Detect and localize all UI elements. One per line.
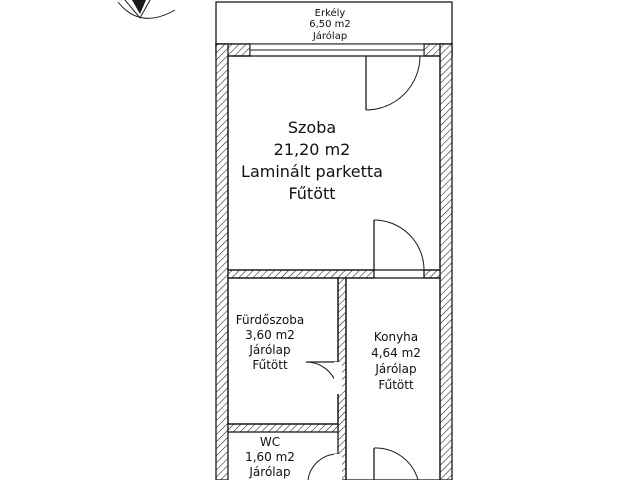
erkely-name: Erkély xyxy=(314,8,346,19)
wc-area: 1,60 m2 xyxy=(245,450,295,464)
wall-szoba-bottom-right xyxy=(424,270,440,278)
wall-wc-top xyxy=(228,424,338,432)
label-furdo xyxy=(236,313,304,372)
furdo-floor: Járólap xyxy=(249,343,291,357)
konyha-floor: Járólap xyxy=(375,362,417,376)
door-konyha xyxy=(374,448,418,480)
furdo-area: 3,60 m2 xyxy=(245,328,295,342)
szoba-name: Szoba xyxy=(287,118,337,137)
erkely-area: 6,50 m2 xyxy=(309,19,351,30)
door-szoba xyxy=(374,220,424,270)
wall-left xyxy=(216,44,228,480)
konyha-heating: Fűtött xyxy=(378,378,414,392)
label-wc xyxy=(245,435,295,479)
door-balcony xyxy=(366,56,420,110)
szoba-heating: Fűtött xyxy=(288,184,336,203)
wc-floor: Járólap xyxy=(249,465,291,479)
wall-right xyxy=(440,44,452,480)
door-wc xyxy=(308,454,338,480)
label-konyha xyxy=(371,330,421,392)
wall-szoba-bottom-left xyxy=(228,270,374,278)
wc-name: WC xyxy=(259,435,281,449)
label-szoba xyxy=(241,118,383,203)
erkely-floor: Járólap xyxy=(312,31,348,42)
compass-icon xyxy=(118,0,175,18)
konyha-area: 4,64 m2 xyxy=(371,346,421,360)
label-erkely xyxy=(309,7,351,42)
szoba-floor: Laminált parketta xyxy=(241,162,383,181)
furdo-heating: Fűtött xyxy=(252,358,288,372)
szoba-area: 21,20 m2 xyxy=(273,140,351,159)
konyha-name: Konyha xyxy=(373,330,419,344)
outer-walls xyxy=(216,44,452,480)
balcony-window xyxy=(250,44,424,56)
door-furdo xyxy=(306,362,338,394)
furdo-name: Fürdőszoba xyxy=(235,313,305,327)
